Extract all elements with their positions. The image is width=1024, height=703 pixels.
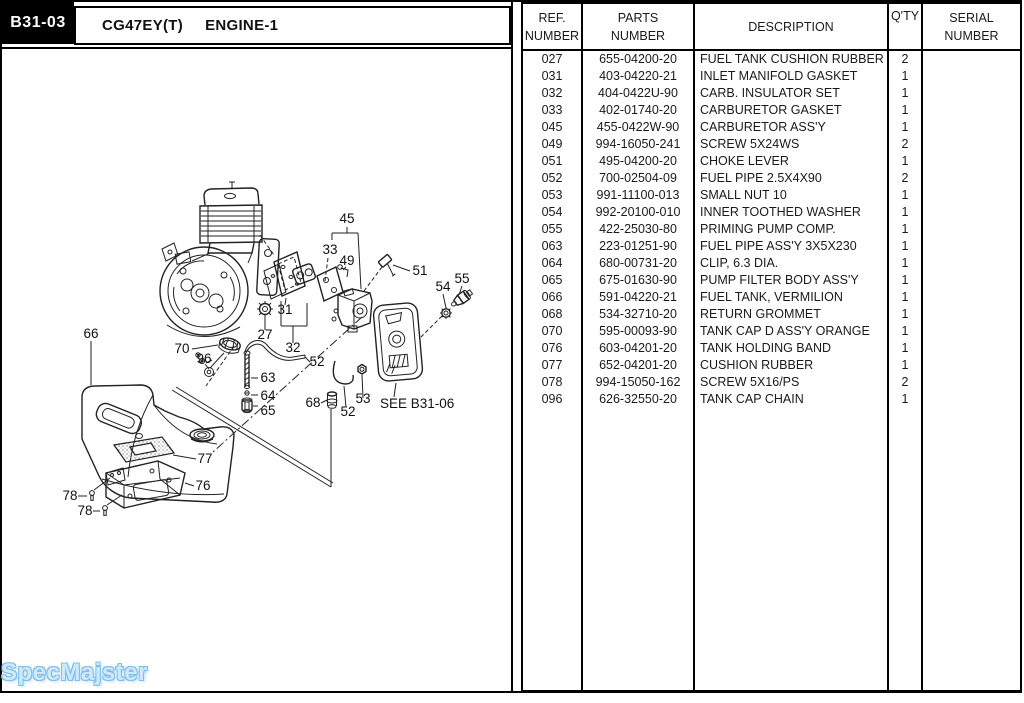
parts-cell: 595-00093-90 bbox=[582, 323, 694, 340]
serial-cell bbox=[922, 272, 1021, 289]
desc-cell: PUMP FILTER BODY ASS'Y bbox=[694, 272, 888, 289]
table-row bbox=[522, 221, 1021, 238]
diagram-callout-96: 96 bbox=[196, 351, 212, 366]
diagram-callout-45: 45 bbox=[339, 211, 355, 226]
table-row bbox=[522, 357, 1021, 374]
ref-cell: 063 bbox=[522, 238, 582, 255]
ref-cell: 033 bbox=[522, 102, 582, 119]
qty-cell: 1 bbox=[888, 102, 922, 119]
qty-cell: 1 bbox=[888, 68, 922, 85]
gasket-insulator-set bbox=[257, 252, 343, 317]
qty-cell: 1 bbox=[888, 323, 922, 340]
air-cleaner-body bbox=[373, 302, 423, 382]
diagram-callout-33: 33 bbox=[322, 242, 338, 257]
qty-cell: 1 bbox=[888, 85, 922, 102]
desc-cell: PRIMING PUMP COMP. bbox=[694, 221, 888, 238]
desc-cell: CLIP, 6.3 DIA. bbox=[694, 255, 888, 272]
qty-cell: 1 bbox=[888, 306, 922, 323]
qty-cell: 1 bbox=[888, 153, 922, 170]
ref-cell: 078 bbox=[522, 374, 582, 391]
header-description: DESCRIPTION bbox=[694, 3, 888, 50]
parts-table bbox=[521, 2, 1022, 692]
serial-cell bbox=[922, 221, 1021, 238]
qty-cell: 1 bbox=[888, 204, 922, 221]
parts-cell: 455-0422W-90 bbox=[582, 119, 694, 136]
desc-cell: CHOKE LEVER bbox=[694, 153, 888, 170]
table-row bbox=[522, 102, 1021, 119]
serial-cell bbox=[922, 374, 1021, 391]
serial-cell bbox=[922, 68, 1021, 85]
desc-cell: CARBURETOR ASS'Y bbox=[694, 119, 888, 136]
parts-cell: 534-32710-20 bbox=[582, 306, 694, 323]
filler-cell bbox=[694, 408, 888, 691]
ref-cell: 049 bbox=[522, 136, 582, 153]
tank-mounting-parts bbox=[90, 437, 185, 515]
diagram-callout-27: 27 bbox=[257, 327, 273, 342]
diagram-callout-65: 65 bbox=[260, 403, 276, 418]
serial-cell bbox=[922, 391, 1021, 408]
parts-cell: 991-11100-013 bbox=[582, 187, 694, 204]
serial-cell bbox=[922, 340, 1021, 357]
table-row bbox=[522, 323, 1021, 340]
parts-cell: 992-20100-010 bbox=[582, 204, 694, 221]
ref-cell: 051 bbox=[522, 153, 582, 170]
qty-cell: 1 bbox=[888, 289, 922, 306]
filler-cell bbox=[522, 408, 582, 691]
parts-cell: 994-15050-162 bbox=[582, 374, 694, 391]
table-row bbox=[522, 255, 1021, 272]
qty-cell: 1 bbox=[888, 221, 922, 238]
ref-cell: 064 bbox=[522, 255, 582, 272]
desc-cell: FUEL PIPE ASS'Y 3X5X230 bbox=[694, 238, 888, 255]
desc-cell: TANK CAP D ASS'Y ORANGE bbox=[694, 323, 888, 340]
table-row bbox=[522, 50, 1021, 68]
diagram-callout-51: 51 bbox=[412, 263, 428, 278]
serial-cell bbox=[922, 170, 1021, 187]
desc-cell: TANK HOLDING BAND bbox=[694, 340, 888, 357]
desc-cell: INNER TOOTHED WASHER bbox=[694, 204, 888, 221]
serial-cell bbox=[922, 238, 1021, 255]
table-row bbox=[522, 187, 1021, 204]
ref-cell: 096 bbox=[522, 391, 582, 408]
header-parts-line1: PARTS bbox=[617, 10, 659, 25]
table-row bbox=[522, 85, 1021, 102]
qty-cell: 1 bbox=[888, 187, 922, 204]
header-ref-line2: NUMBER bbox=[524, 28, 580, 43]
table-row bbox=[522, 204, 1021, 221]
washer-and-pump bbox=[421, 288, 474, 337]
ref-cell: 045 bbox=[522, 119, 582, 136]
diagram-callout-78: 78 bbox=[77, 503, 93, 518]
diagram-callout-78: 78 bbox=[62, 488, 78, 503]
diagram-callout-55: 55 bbox=[454, 271, 470, 286]
table-row bbox=[522, 170, 1021, 187]
serial-cell bbox=[922, 204, 1021, 221]
parts-cell: 680-00731-20 bbox=[582, 255, 694, 272]
parts-table-container bbox=[521, 2, 1020, 692]
serial-cell bbox=[922, 153, 1021, 170]
qty-cell: 2 bbox=[888, 50, 922, 68]
table-row bbox=[522, 68, 1021, 85]
model-label: CG47EY(T) bbox=[102, 17, 184, 34]
ref-cell: 054 bbox=[522, 204, 582, 221]
ref-cell: 068 bbox=[522, 306, 582, 323]
ref-cell: 055 bbox=[522, 221, 582, 238]
parts-cell: 403-04220-21 bbox=[582, 68, 694, 85]
table-row bbox=[522, 391, 1021, 408]
parts-cell: 402-01740-20 bbox=[582, 102, 694, 119]
serial-cell bbox=[922, 85, 1021, 102]
sheet-title bbox=[74, 6, 511, 45]
diagram-callout-see-b31-06: SEE B31-06 bbox=[380, 396, 455, 411]
header-ref-line1: REF. bbox=[538, 10, 566, 25]
header-parts-line2: NUMBER bbox=[610, 28, 666, 43]
header-qty: Q'TY bbox=[888, 3, 922, 50]
filler-cell bbox=[582, 408, 694, 691]
serial-cell bbox=[922, 187, 1021, 204]
parts-cell: 675-01630-90 bbox=[582, 272, 694, 289]
diagram-callout-68: 68 bbox=[305, 395, 321, 410]
table-row bbox=[522, 289, 1021, 306]
diagram-callout-52: 52 bbox=[340, 404, 356, 419]
serial-cell bbox=[922, 136, 1021, 153]
header-serial-line1: SERIAL bbox=[949, 10, 994, 25]
table-row bbox=[522, 238, 1021, 255]
table-row bbox=[522, 374, 1021, 391]
parts-cell: 495-04200-20 bbox=[582, 153, 694, 170]
table-row bbox=[522, 136, 1021, 153]
parts-cell: 591-04220-21 bbox=[582, 289, 694, 306]
qty-cell: 1 bbox=[888, 357, 922, 374]
header-ref-number bbox=[522, 3, 582, 50]
ref-cell: 032 bbox=[522, 85, 582, 102]
diagram-callout-32: 32 bbox=[285, 340, 301, 355]
diagram-callout-31: 31 bbox=[277, 302, 293, 317]
diagram-callout-63: 63 bbox=[260, 370, 276, 385]
table-row bbox=[522, 340, 1021, 357]
desc-cell: TANK CAP CHAIN bbox=[694, 391, 888, 408]
header-serial-line2: NUMBER bbox=[944, 28, 999, 43]
table-filler-row bbox=[522, 408, 1021, 691]
desc-cell: INLET MANIFOLD GASKET bbox=[694, 68, 888, 85]
parts-cell: 994-16050-241 bbox=[582, 136, 694, 153]
diagram-callout-77: 77 bbox=[197, 451, 213, 466]
ref-cell: 027 bbox=[522, 50, 582, 68]
ref-cell: 077 bbox=[522, 357, 582, 374]
carburetor-assembly bbox=[327, 254, 400, 408]
header-serial-number bbox=[922, 3, 1021, 50]
desc-cell: CUSHION RUBBER bbox=[694, 357, 888, 374]
section-code-badge: B31-03 bbox=[2, 2, 74, 44]
desc-cell: SMALL NUT 10 bbox=[694, 187, 888, 204]
parts-cell: 652-04201-20 bbox=[582, 357, 694, 374]
diagram-panel bbox=[2, 2, 513, 691]
parts-cell: 422-25030-80 bbox=[582, 221, 694, 238]
header-parts-number bbox=[582, 3, 694, 50]
diagram-callout-64: 64 bbox=[260, 388, 276, 403]
callout-leader-lines bbox=[78, 227, 462, 511]
serial-cell bbox=[922, 323, 1021, 340]
table-row bbox=[522, 119, 1021, 136]
serial-cell bbox=[922, 50, 1021, 68]
parts-cell: 404-0422U-90 bbox=[582, 85, 694, 102]
desc-cell: CARB. INSULATOR SET bbox=[694, 85, 888, 102]
serial-cell bbox=[922, 102, 1021, 119]
diagram-callout-70: 70 bbox=[174, 341, 190, 356]
ref-cell: 052 bbox=[522, 170, 582, 187]
qty-cell: 1 bbox=[888, 255, 922, 272]
diagram-callout-49: 49 bbox=[339, 253, 355, 268]
serial-cell bbox=[922, 119, 1021, 136]
diagram-callout-53: 53 bbox=[355, 391, 371, 406]
serial-cell bbox=[922, 357, 1021, 374]
parts-cell: 223-01251-90 bbox=[582, 238, 694, 255]
desc-cell: FUEL TANK CUSHION RUBBER bbox=[694, 50, 888, 68]
engine-cylinder bbox=[192, 182, 274, 263]
ref-cell: 065 bbox=[522, 272, 582, 289]
qty-cell: 2 bbox=[888, 170, 922, 187]
qty-cell: 1 bbox=[888, 340, 922, 357]
parts-cell: 655-04200-20 bbox=[582, 50, 694, 68]
serial-cell bbox=[922, 289, 1021, 306]
parts-cell: 626-32550-20 bbox=[582, 391, 694, 408]
exploded-engine-diagram bbox=[2, 49, 511, 693]
diagram-callout-54: 54 bbox=[435, 279, 451, 294]
qty-cell: 1 bbox=[888, 391, 922, 408]
ref-cell: 066 bbox=[522, 289, 582, 306]
ref-cell: 053 bbox=[522, 187, 582, 204]
ref-cell: 070 bbox=[522, 323, 582, 340]
desc-cell: FUEL TANK, VERMILION bbox=[694, 289, 888, 306]
qty-cell: 2 bbox=[888, 136, 922, 153]
table-row bbox=[522, 272, 1021, 289]
watermark-logo: SpecMajster bbox=[1, 659, 148, 686]
table-row bbox=[522, 306, 1021, 323]
ref-cell: 031 bbox=[522, 68, 582, 85]
diagram-callout-66: 66 bbox=[83, 326, 99, 341]
parts-cell: 700-02504-09 bbox=[582, 170, 694, 187]
diagram-area bbox=[2, 47, 511, 691]
table-header-row bbox=[522, 3, 1021, 50]
filler-cell bbox=[922, 408, 1021, 691]
desc-cell: FUEL PIPE 2.5X4X90 bbox=[694, 170, 888, 187]
diagram-callout-76: 76 bbox=[195, 478, 211, 493]
serial-cell bbox=[922, 255, 1021, 272]
desc-cell: SCREW 5X16/PS bbox=[694, 374, 888, 391]
desc-cell: SCREW 5X24WS bbox=[694, 136, 888, 153]
filler-cell bbox=[888, 408, 922, 691]
serial-cell bbox=[922, 306, 1021, 323]
desc-cell: RETURN GROMMET bbox=[694, 306, 888, 323]
ref-cell: 076 bbox=[522, 340, 582, 357]
qty-cell: 1 bbox=[888, 272, 922, 289]
sheet-name-label: ENGINE-1 bbox=[205, 17, 279, 34]
qty-cell: 2 bbox=[888, 374, 922, 391]
parts-cell: 603-04201-20 bbox=[582, 340, 694, 357]
qty-cell: 1 bbox=[888, 238, 922, 255]
desc-cell: CARBURETOR GASKET bbox=[694, 102, 888, 119]
table-row bbox=[522, 153, 1021, 170]
diagram-callout-52: 52 bbox=[309, 354, 325, 369]
qty-cell: 1 bbox=[888, 119, 922, 136]
